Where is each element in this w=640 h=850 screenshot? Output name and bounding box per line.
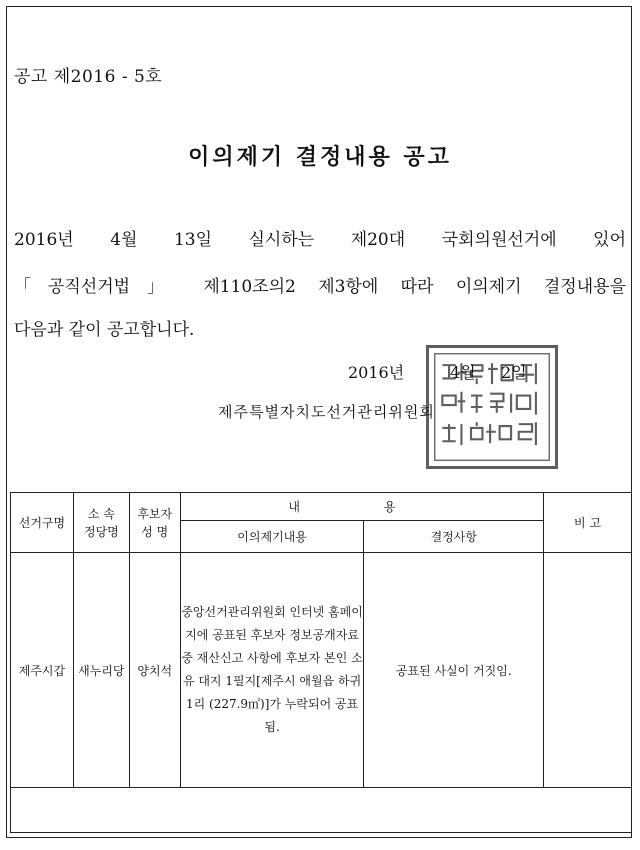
notice-date [348,360,527,383]
table-row [11,553,632,788]
header-district: 선거구명 [11,493,74,553]
table-footer-row [11,788,632,833]
objection-decision-table [10,492,632,833]
header-objection: 이의제기내용 [180,521,364,553]
header-candidate-bottom: 성 명 [141,524,169,539]
date-year: 2016년 [348,363,405,382]
header-party-bottom: 정당명 [83,524,119,539]
document-title: 이의제기 결정내용 공고 [188,144,452,170]
cell-candidate: 양치석 [129,553,180,788]
notice-number: 공고 제2016 - 5호 [14,67,163,87]
header-candidate [129,493,180,553]
cell-district: 제주시갑 [11,553,74,788]
cell-objection: 중앙선거관리위원회 인터넷 홈페이지에 공표된 후보자 정보공개자료 중 재산신고 사항에 후보자 본인 소유 대지 1필지[제주시 애월읍 하귀1리 (227.9㎡)]가 누락되어 공표됨. [180,553,364,788]
header-content: 내 용 [180,493,543,521]
date-day: 2일 [501,363,527,382]
header-candidate-top: 후보자 [137,506,173,521]
body-line-3: 다음과 같이 공고합니다. [14,320,195,340]
header-decision: 결정사항 [364,521,544,553]
header-remarks: 비 고 [544,493,632,553]
cell-remarks [544,553,632,788]
issuing-committee: 제주특별자치도선거관리위원회 [218,403,435,421]
body-line-1: 2016년 4월 13일 실시하는 제20대 국회의원선거에 있어 [14,230,626,250]
cell-decision: 공표된 사실이 거짓임. [364,553,544,788]
header-party [73,493,129,553]
cell-party: 새누리당 [73,553,129,788]
header-party-top: 소 속 [87,506,115,521]
date-month: 4월 [449,363,476,382]
footer-cell [11,788,632,833]
body-line-2: 「공직선거법」 제110조의2 제3항에 따라 이의제기 결정내용을 [14,277,626,297]
